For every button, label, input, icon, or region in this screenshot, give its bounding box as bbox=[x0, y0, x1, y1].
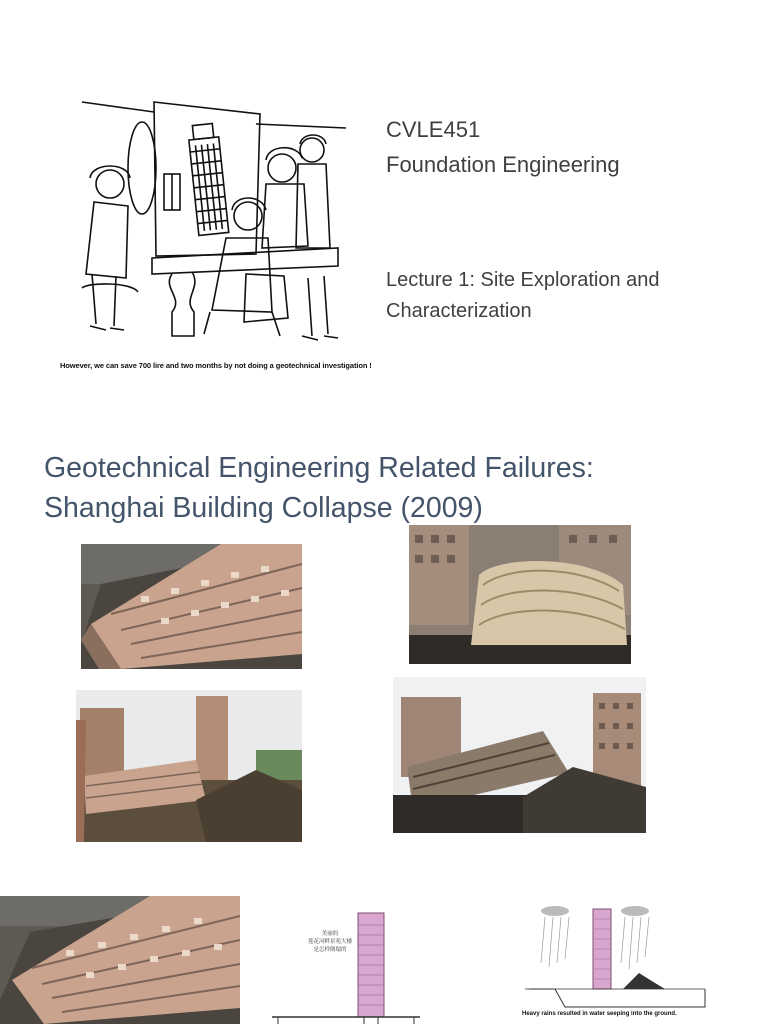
pisa-tower-cartoon-icon bbox=[76, 98, 356, 360]
lecture-title: Lecture 1: Site Exploration and Characterization bbox=[386, 269, 660, 322]
rain-seepage-diagram bbox=[515, 903, 711, 1024]
collapse-photo-1 bbox=[81, 544, 302, 669]
building-section-diagram bbox=[272, 905, 420, 1024]
diagram2-caption: Heavy rains resulted in water seeping into the ground. bbox=[522, 1011, 677, 1017]
diagram1-label bbox=[306, 930, 354, 954]
collapse-photo-2 bbox=[409, 525, 631, 664]
toppled-building-photo-icon bbox=[76, 690, 302, 842]
toppled-building-photo-icon bbox=[393, 677, 646, 833]
cartoon-caption: However, we can save 700 lire and two months by not doing a geotechnical investigation ! bbox=[60, 361, 372, 370]
diagram1-label-line: 莲花河畔景苑大楼 bbox=[307, 939, 352, 945]
rain-seepage-diagram-icon bbox=[515, 903, 711, 1024]
toppled-building-photo-icon bbox=[0, 896, 240, 1024]
collapse-photo-5 bbox=[0, 896, 240, 1024]
course-code: CVLE451 bbox=[386, 117, 481, 142]
toppled-building-photo-icon bbox=[409, 525, 631, 664]
heading-line-2: Shanghai Building Collapse (2009) bbox=[44, 492, 483, 524]
diagram1-label-line: 是怎样倒塌的 bbox=[313, 947, 347, 953]
course-name: Foundation Engineering bbox=[386, 152, 620, 177]
building-cross-section-diagram-icon bbox=[272, 905, 420, 1024]
pisa-cartoon-image bbox=[76, 98, 356, 360]
collapse-photo-3 bbox=[76, 690, 302, 842]
diagram1-label-line: 美丽的 bbox=[321, 931, 339, 937]
collapse-photo-4 bbox=[393, 677, 646, 833]
heading-line-1: Geotechnical Engineering Related Failures: bbox=[44, 452, 594, 484]
toppled-building-photo-icon bbox=[81, 544, 302, 669]
slide-heading bbox=[44, 448, 744, 528]
